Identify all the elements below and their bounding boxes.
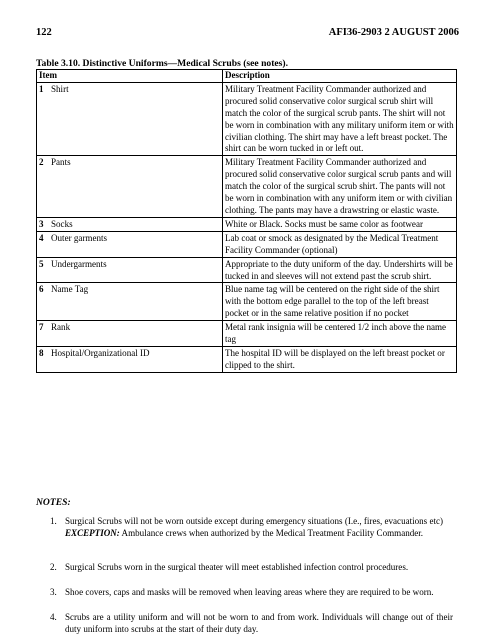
note-number: 3. [50, 587, 57, 597]
item-name: Undergarments [51, 258, 107, 269]
description-cell: Blue name tag will be centered on the right side of the shirt with the bottom edge parallel to the top of the left breast pocket or in the same relative position if no pocket [223, 283, 457, 321]
note-text: Scrubs are a utility uniform and will not be worn to and from work. Individuals will change out of their duty uniform into scrubs at the start of their duty day. [65, 612, 453, 634]
row-number: 1 [39, 83, 44, 94]
table-row [37, 156, 457, 218]
table-row [37, 346, 457, 372]
note-item [50, 586, 453, 598]
row-number: 6 [39, 284, 44, 295]
note-item [50, 515, 453, 539]
note-text: Surgical Scrubs will not be worn outside except during emergency situations (I.e., fires, evacuations etc) [65, 516, 444, 526]
note-item [50, 611, 453, 635]
item-cell [37, 231, 223, 257]
item-name: Name Tag [51, 284, 89, 295]
table-caption: Table 3.10. Distinctive Uniforms—Medical Scrubs (see notes). [36, 58, 288, 69]
item-cell [37, 156, 223, 218]
description-cell: Military Treatment Facility Commander authorized and procured solid conservative color surgical scrub pants and will match the color of the surgical scrub shirt. The pants will not be worn in combination with any uniform item or with civilian clothing. The pants may have a drawstring or elastic waste. [223, 156, 457, 218]
table-row [37, 283, 457, 321]
document-reference: AFI36-2903 2 AUGUST 2006 [328, 27, 459, 38]
item-name: Pants [51, 157, 71, 168]
description-cell: Metal rank insignia will be centered 1/2 inch above the name tag [223, 321, 457, 347]
table-row [37, 231, 457, 257]
row-number: 5 [39, 258, 44, 269]
row-number: 3 [39, 218, 44, 229]
note-text: Shoe covers, caps and masks will be removed when leaving areas where they are required to be worn. [65, 587, 434, 597]
exception-text: Ambulance crews when authorized by the Medical Treatment Facility Commander. [119, 528, 424, 538]
note-number: 2. [50, 562, 57, 572]
column-header-item: Item [37, 70, 223, 83]
page-number: 122 [36, 27, 52, 38]
description-cell: The hospital ID will be displayed on the left breast pocket or clipped to the shirt. [223, 346, 457, 372]
item-name: Rank [51, 322, 71, 333]
item-cell [37, 82, 223, 155]
item-cell [37, 217, 223, 231]
description-cell: White or Black. Socks must be same color as footwear [223, 217, 457, 231]
notes-heading: NOTES: [36, 497, 71, 508]
item-name: Outer garments [51, 232, 108, 243]
row-number: 2 [39, 157, 44, 168]
row-number: 4 [39, 232, 44, 243]
note-number: 1. [50, 516, 57, 526]
note-number: 4. [50, 612, 57, 622]
item-cell [37, 321, 223, 347]
note-item [50, 561, 453, 573]
item-name: Socks [51, 218, 73, 229]
note-text: Surgical Scrubs worn in the surgical theater will meet established infection control procedures. [65, 562, 409, 572]
column-header-description: Description [223, 70, 457, 83]
item-cell [37, 283, 223, 321]
table-header-row [37, 70, 457, 83]
medical-scrubs-table [36, 69, 457, 373]
item-cell [37, 346, 223, 372]
item-name: Hospital/Organizational ID [51, 347, 150, 358]
table-row [37, 82, 457, 155]
table-row [37, 217, 457, 231]
item-name: Shirt [51, 83, 69, 94]
item-cell [37, 257, 223, 283]
table-row [37, 321, 457, 347]
row-number: 8 [39, 347, 44, 358]
exception-label: EXCEPTION: [65, 528, 120, 538]
row-number: 7 [39, 322, 44, 333]
description-cell: Military Treatment Facility Commander authorized and procured solid conservative color surgical scrub shirt will match the color of the surgical scrub pants. The shirt will not be worn in combination with any military uniform item or with civilian clothing. The shirt may have a left breast pocket. The shirt can be worn tucked in or left out. [223, 82, 457, 155]
description-cell: Lab coat or smock as designated by the Medical Treatment Facility Commander (optional) [223, 231, 457, 257]
description-cell: Appropriate to the duty uniform of the day. Undershirts will be tucked in and sleeves will not extend past the scrub shirt. [223, 257, 457, 283]
table-row [37, 257, 457, 283]
